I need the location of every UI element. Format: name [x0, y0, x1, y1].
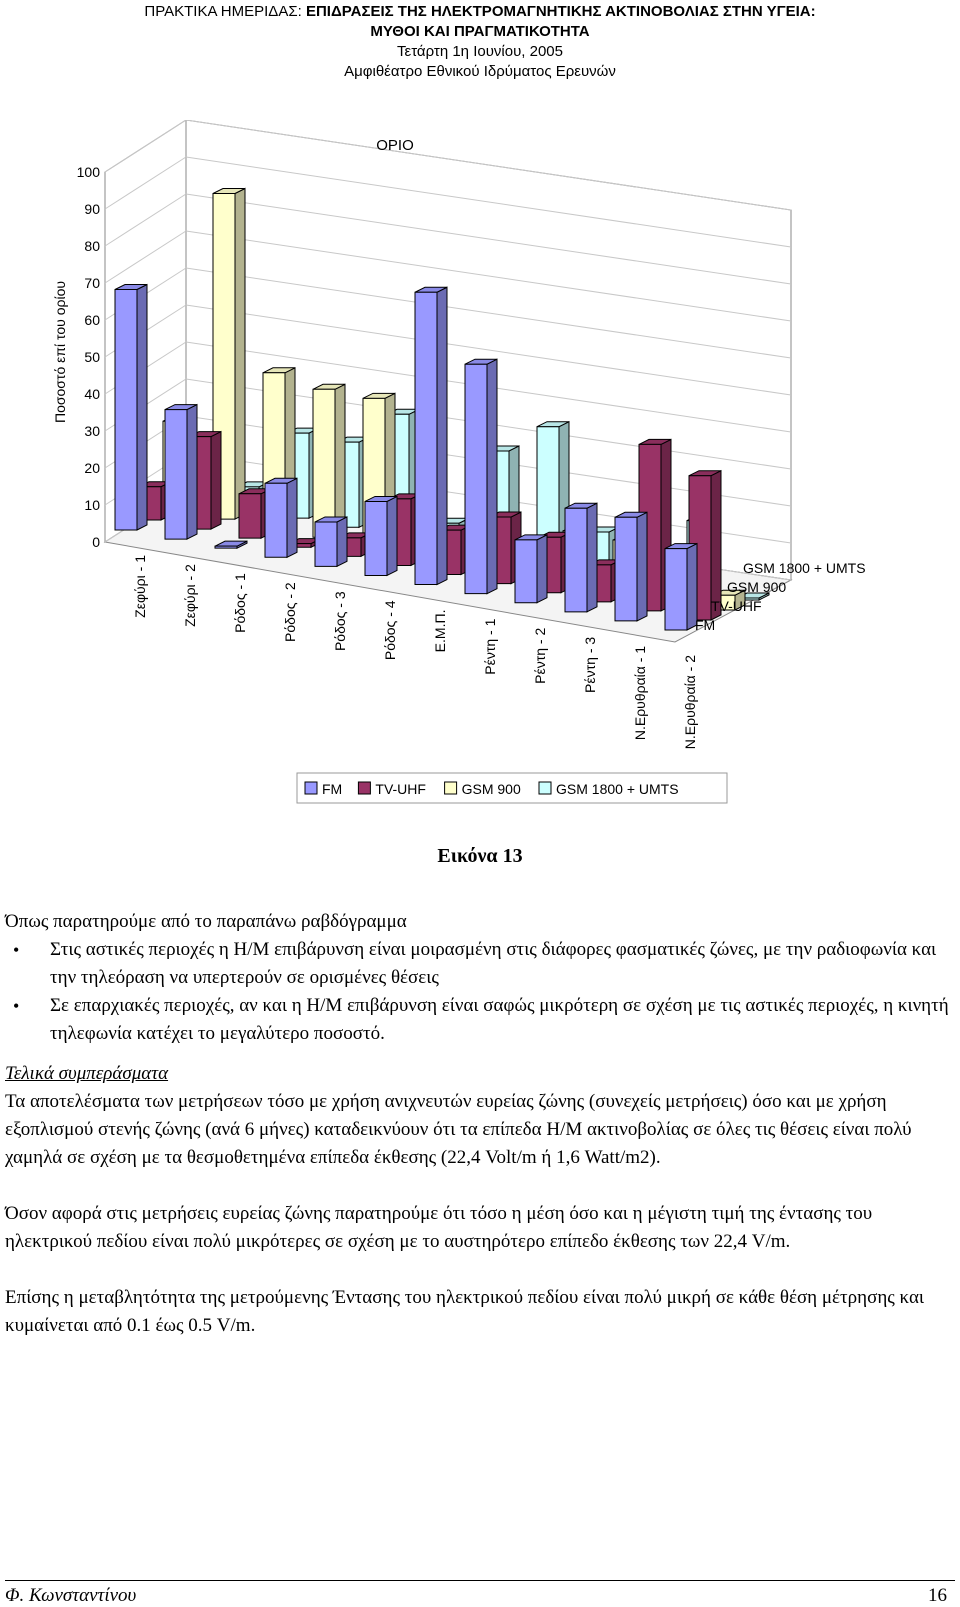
bar-face	[165, 410, 187, 540]
x-tick-label: Ν.Ερυθραία - 1	[632, 645, 648, 741]
bar-fm	[315, 517, 347, 566]
bar-face	[487, 359, 497, 593]
x-tick-label: Ρόδος - 2	[282, 582, 298, 642]
y-tick-label: 20	[84, 460, 100, 476]
conclusions-heading: Τελικά συμπεράσματα	[5, 1063, 169, 1084]
bar-face	[265, 483, 287, 557]
bar-fm	[115, 285, 147, 531]
bar-face	[235, 188, 245, 519]
x-tick-label: Ζεφύρι - 2	[182, 564, 198, 627]
paragraph-1: Τα αποτελέσματα των μετρήσεων τόσο με χρήση ανιχνευτών ευρείας ζώνης (συνεχείς μετρήσεις) όσο και με χρήση εξοπλισμού στενής ζώνης (ανά 6 μήνες) καταδεικνύουν ότι τα επίπεδα Η/Μ ακτινοβολίας σε όλες τις θέσεις είναι πολύ χαμηλά σε σχέση με τα θεσμοθετημένα επίπεδα έκθεσης (22,4 Volt/m ή 1,6 Watt/m2).	[5, 1091, 912, 1168]
header-prefix: ΠΡΑΚΤΙΚΑ ΗΜΕΡΙΔΑΣ:	[144, 3, 306, 20]
bar-face	[215, 546, 237, 548]
footer-author: Φ. Κωνσταντίνου	[5, 1585, 137, 1606]
body-text	[5, 908, 955, 1340]
bar-face	[615, 517, 637, 621]
bar-fm	[365, 496, 397, 575]
series-depth-label: GSM 900	[727, 579, 787, 595]
legend-label: GSM 1800 + UMTS	[556, 781, 679, 797]
header-subtitle: ΜΥΘΟΙ ΚΑΙ ΠΡΑΓΜΑΤΙΚΟΤΗΤΑ	[370, 23, 590, 40]
bar-fm	[265, 478, 297, 557]
bar-fm	[565, 503, 597, 612]
bar-face	[337, 517, 347, 566]
x-tick-label: Ρόδος - 4	[382, 600, 398, 661]
header-line-1	[0, 2, 960, 22]
paragraph-3: Επίσης η μεταβλητότητα της μετρούμενης Έντασης του ηλεκτρικού πεδίου είναι πολύ μικρή σε κάθε θέση μέτρησης και κυμαίνεται από 0.1 έως 0.5 V/m.	[5, 1287, 925, 1336]
header-date: Τετάρτη 1η Ιουνίου, 2005	[397, 43, 563, 60]
y-tick-label: 100	[76, 164, 100, 180]
x-tick-label: Ρόδος - 3	[332, 591, 348, 652]
bar-face	[515, 540, 537, 603]
paragraph-2: Όσον αφορά στις μετρήσεις ευρείας ζώνης παρατηρούμε ότι τόσο η μέση όσο και η μέγιστη τιμή της έντασης του ηλεκτρικού πεδίου είναι πολύ μικρότερες σε σχέση με το αυστηρότερο επίπεδο έκθεσης των 22,4 V/m.	[5, 1203, 873, 1252]
legend-label: GSM 900	[461, 781, 521, 797]
bar-face	[415, 292, 437, 584]
bar-face	[665, 549, 687, 630]
y-tick-label: 0	[92, 534, 100, 550]
x-tick-label: Ν.Ερυθραία - 2	[682, 655, 698, 750]
bullet-list	[5, 936, 955, 1048]
x-tick-label: Ρέντη - 1	[482, 618, 498, 675]
series-depth-label: TV-UHF	[711, 598, 762, 614]
bar-face	[437, 287, 447, 584]
y-tick-label: 70	[84, 275, 100, 291]
bar-fm	[165, 405, 197, 540]
bar-chart-3d	[0, 120, 960, 820]
legend-label: FM	[322, 781, 343, 797]
page-header	[0, 0, 960, 82]
bar-face	[313, 389, 335, 537]
bar-face	[387, 496, 397, 575]
bar-face	[335, 384, 345, 537]
bar-face	[239, 494, 261, 538]
y-axis-label: Ποσοστό επί του ορίου	[52, 280, 68, 424]
bar-face	[587, 503, 597, 612]
legend-swatch	[445, 782, 457, 794]
bar-gsm-900	[313, 384, 345, 537]
footer-rule	[5, 1580, 955, 1581]
bullet-item: • Στις αστικές περιοχές η Η/Μ επιβάρυνση είναι μοιρασμένη στις διάφορες φασματικές ζώνες, με την ραδιοφωνία και την τηλεόραση να υπερτερούν σε ορισμένες θέσεις	[50, 936, 955, 992]
y-tick-label: 50	[84, 349, 100, 365]
bar-face	[465, 364, 487, 593]
x-tick-label: Ρέντη - 3	[582, 636, 598, 693]
bar-face	[315, 522, 337, 566]
header-title: ΕΠΙΔΡΑΣΕΙΣ ΤΗΣ ΗΛΕΚΤΡΟΜΑΓΝΗΤΙΚΗΣ ΑΚΤΙΝΟΒΟΛΙΑΣ ΣΤΗΝ ΥΓΕΙΑ:	[305, 3, 816, 20]
y-tick-label: 80	[84, 238, 100, 254]
bar-face	[537, 535, 547, 603]
intro-text: Όπως παρατηρούμε από το παραπάνω ραβδόγραμμα	[5, 911, 407, 932]
bar-fm	[515, 535, 547, 603]
bar-face	[287, 478, 297, 557]
y-tick-label: 90	[84, 201, 100, 217]
x-tick-label: Ρέντη - 2	[532, 627, 548, 684]
bar-face	[115, 290, 137, 531]
bar-face	[137, 285, 147, 531]
x-tick-label: Ζεφύρι - 1	[132, 555, 148, 618]
y-tick-label: 30	[84, 423, 100, 439]
bar-face	[637, 512, 647, 621]
bar-fm	[415, 287, 447, 584]
bar-face	[565, 508, 587, 612]
y-tick-label: 10	[84, 497, 100, 513]
legend-swatch	[305, 782, 317, 794]
bullet-item: • Σε επαρχιακές περιοχές, αν και η Η/Μ επιβάρυνση είναι σαφώς μικρότερη σε σχέση με τις αστικές περιοχές, η κινητή τηλεφωνία κατέχει το μεγαλύτερο ποσοστό.	[50, 992, 955, 1048]
x-tick-label: Ρόδος - 1	[232, 573, 248, 633]
y-tick-label: 40	[84, 386, 100, 402]
legend-swatch	[539, 782, 551, 794]
bar-face	[211, 432, 221, 530]
header-venue: Αμφιθέατρο Εθνικού Ιδρύματος Ερευνών	[344, 63, 616, 80]
bar-fm	[465, 359, 497, 593]
series-depth-label: GSM 1800 + UMTS	[743, 560, 866, 576]
legend-swatch	[358, 782, 370, 794]
bar-face	[187, 405, 197, 540]
bar-fm	[665, 544, 697, 630]
bar-face	[365, 501, 387, 575]
chart-title: ΟΡΙΟ	[376, 137, 414, 154]
legend-label: TV-UHF	[375, 781, 426, 797]
x-tick-label: Ε.Μ.Π.	[432, 609, 448, 653]
figure-caption: Εικόνα 13	[437, 845, 523, 867]
page-number: 16	[928, 1585, 947, 1606]
series-depth-label: FM	[695, 617, 716, 633]
bar-fm	[615, 512, 647, 621]
y-tick-label: 60	[84, 312, 100, 328]
